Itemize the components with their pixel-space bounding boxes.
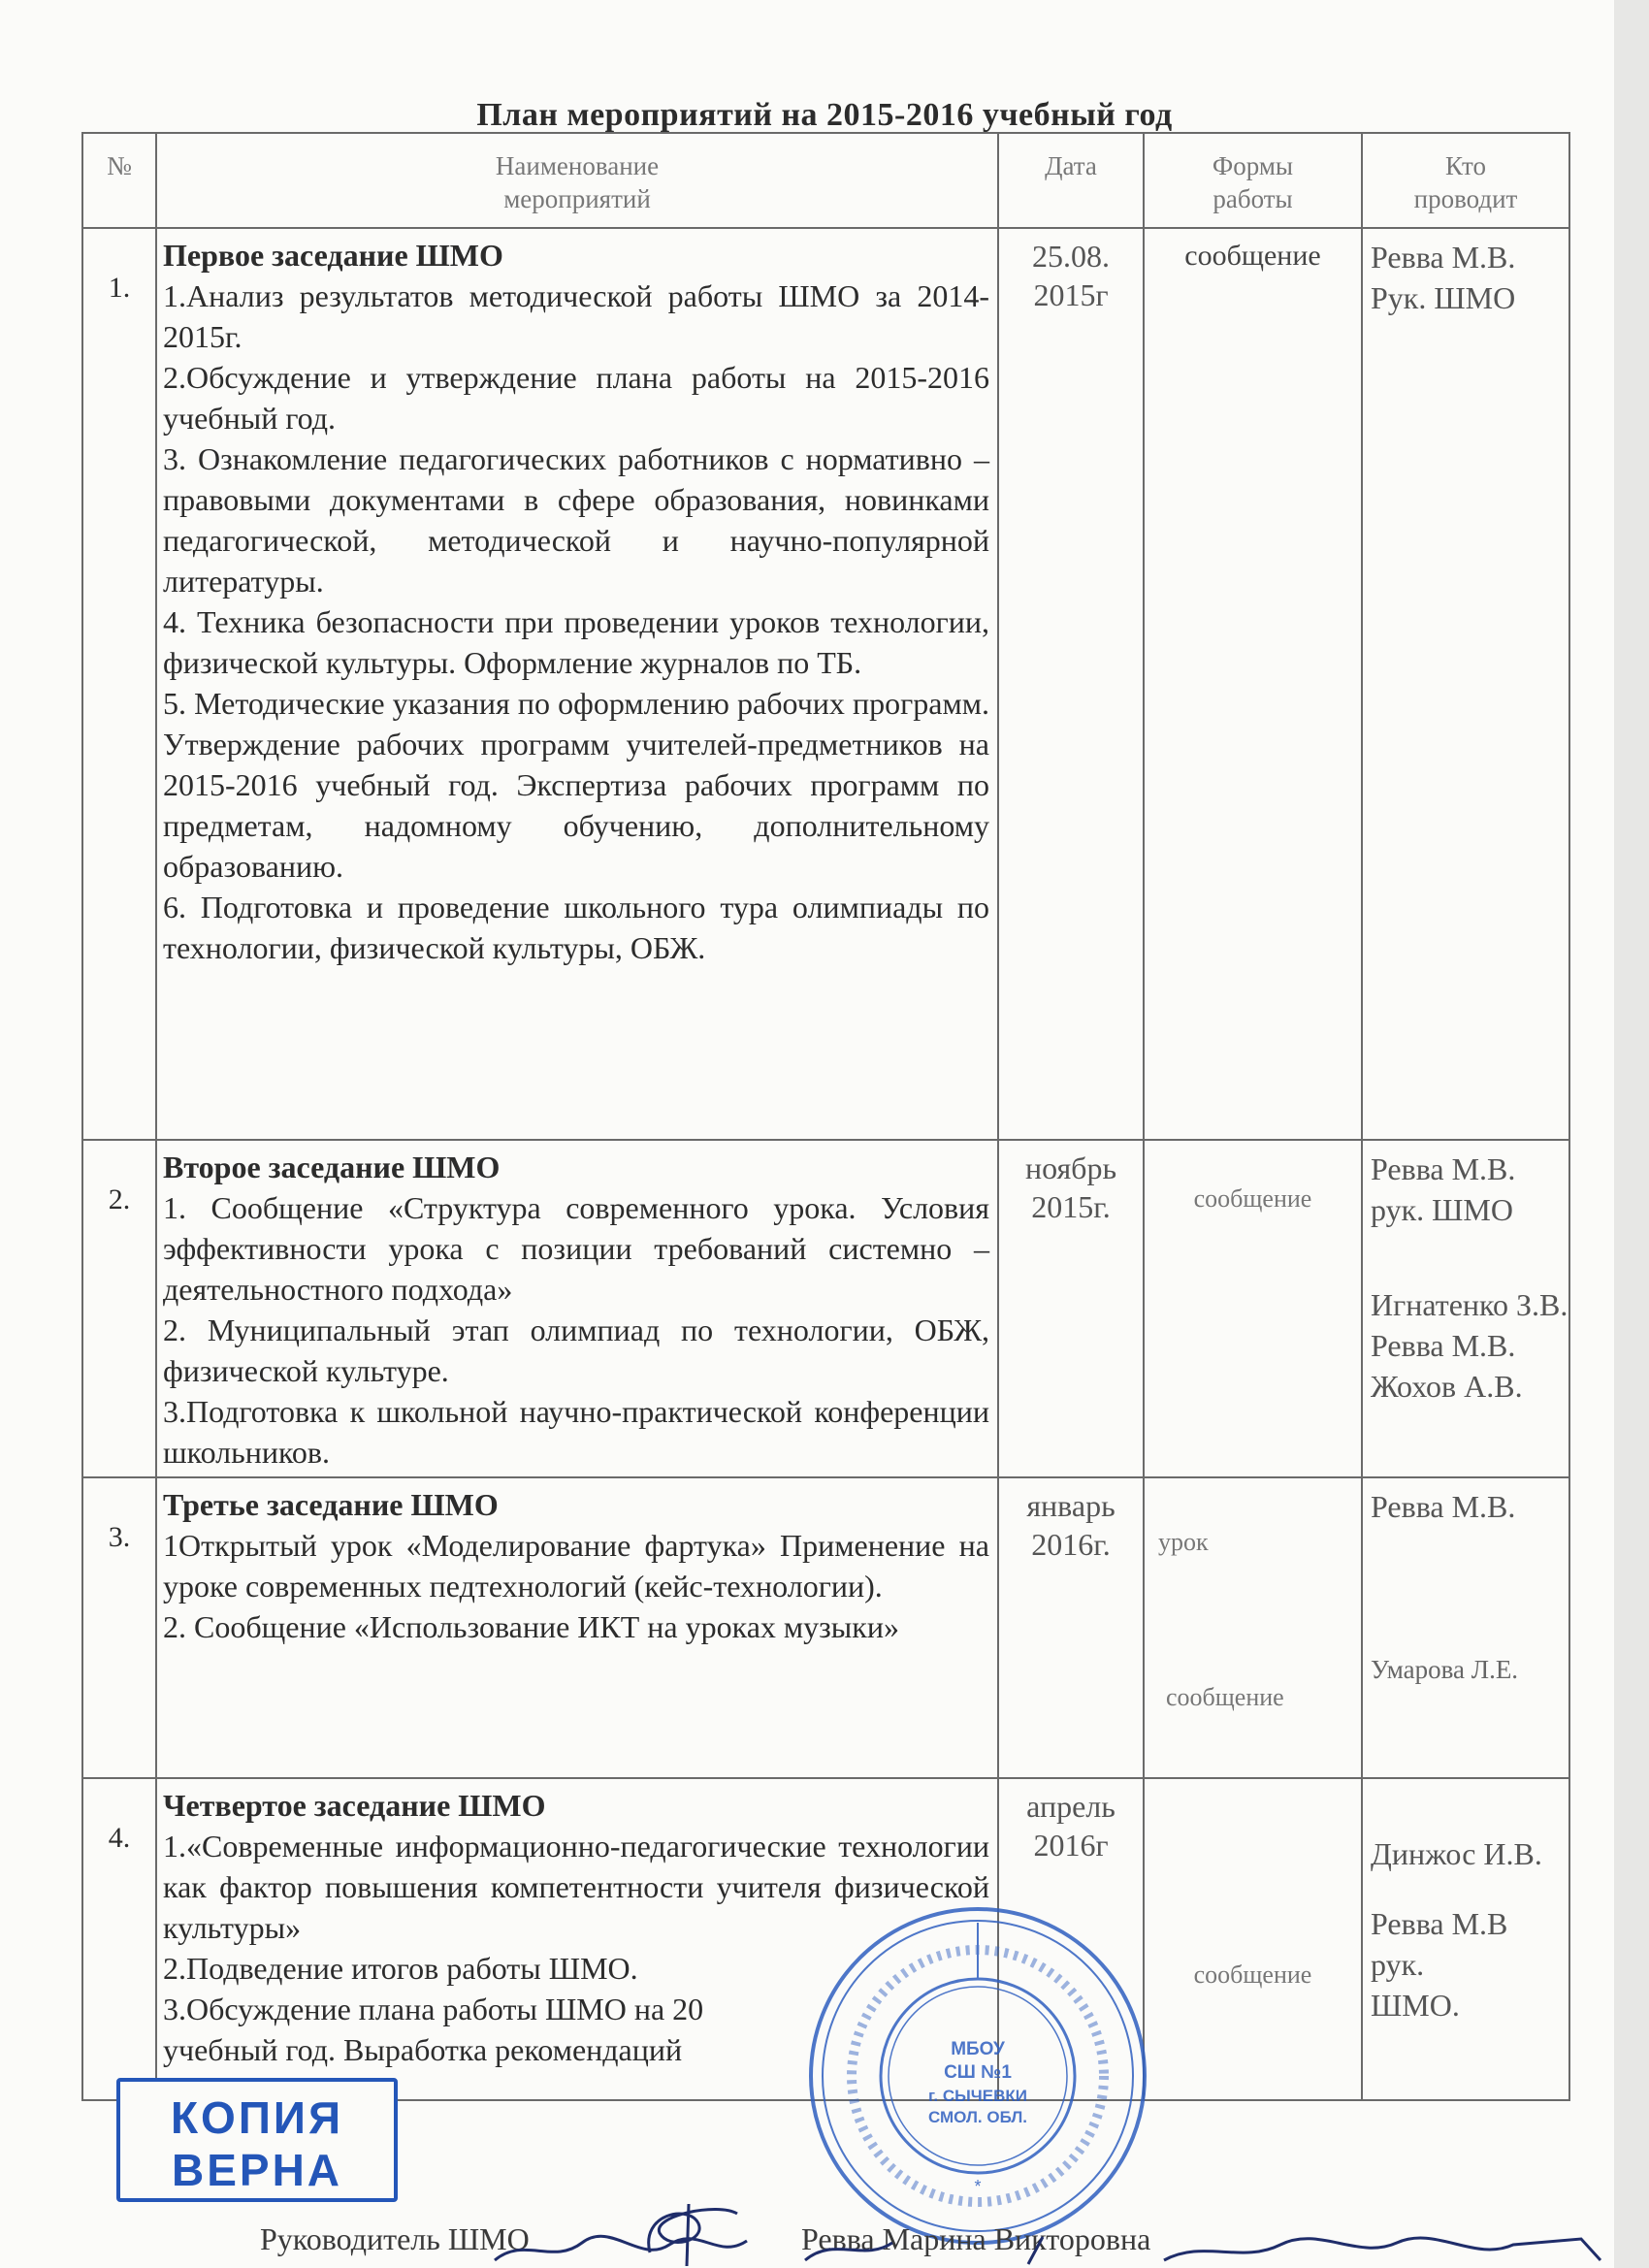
row-who: [1362, 1477, 1569, 1778]
header-name-line2: мероприятий: [503, 184, 651, 213]
form-text: сообщение: [1193, 1184, 1312, 1213]
row-name: [156, 1477, 998, 1778]
agenda-item: 2. Сообщение «Использование ИКТ на уроках музыки»: [163, 1609, 899, 1644]
scan-edge: [1614, 0, 1649, 2268]
header-who-line2: проводит: [1413, 184, 1518, 213]
director-signature-icon: [485, 2231, 1620, 2268]
row-num: 3.: [82, 1477, 156, 1778]
stamp-line2: ВЕРНА: [171, 2145, 343, 2195]
session-title: Четвертое заседание ШМО: [163, 1788, 546, 1823]
table-row: [82, 228, 1569, 1140]
who-line2: Рук. ШМО: [1371, 280, 1516, 315]
row-form: [1144, 1140, 1362, 1477]
header-date: Дата: [998, 133, 1144, 228]
leader-name: Ревва Марина Викторовна: [801, 2221, 1151, 2256]
table-header-row: [82, 133, 1569, 228]
header-num: №: [82, 133, 156, 228]
date-line1: ноябрь: [1024, 1150, 1117, 1185]
who-line1: Ревва М.В.: [1371, 240, 1516, 275]
date-line2: 2016г: [1033, 1828, 1109, 1863]
date-line1: 25.08.: [1032, 239, 1110, 274]
seal-line2: СШ №1: [944, 2062, 1012, 2083]
form-text-1: урок: [1158, 1528, 1209, 1556]
date-line2: 2015г: [1033, 277, 1109, 312]
who-line2: Ревва М.В: [1371, 1906, 1508, 1941]
seal-line1: МБОУ: [951, 2039, 1005, 2059]
agenda-item: 1.Анализ результатов методической работы ШМО за 2014-2015г.: [163, 278, 989, 354]
agenda-item: 3.Обсуждение плана работы ШМО на 20: [163, 1992, 704, 2026]
round-seal-icon: [803, 1901, 1152, 2251]
row-who: [1362, 1140, 1569, 1477]
form-text: сообщение: [1184, 240, 1321, 272]
who-line4: Ревва М.В.: [1371, 1328, 1516, 1363]
svg-text:*: *: [974, 2177, 982, 2196]
agenda-item: 3.Подготовка к школьной научно-практической конференции школьников.: [163, 1394, 989, 1470]
row-who: [1362, 1778, 1569, 2100]
header-form-line1: Формы: [1212, 151, 1294, 180]
header-who: [1362, 133, 1569, 228]
date-line2: 2016г.: [1031, 1527, 1111, 1562]
agenda-item: 2. Муниципальный этап олимпиад по технологии, ОБЖ, физической культуре.: [163, 1312, 989, 1388]
page-title: План мероприятий на 2015-2016 учебный год: [476, 97, 1173, 133]
agenda-item: 6. Подготовка и проведение школьного тура олимпиады по технологии, физической культуры, ОБЖ.: [163, 890, 989, 965]
agenda-item: учебный год. Выработка рекомендаций: [163, 2032, 683, 2067]
date-line2: 2015г.: [1031, 1189, 1111, 1224]
row-num: 4.: [82, 1778, 156, 2100]
plan-table: [81, 132, 1570, 2101]
header-form: [1144, 133, 1362, 228]
who-line5: Жохов А.В.: [1371, 1369, 1523, 1404]
seal-line3: г. СЫЧЕВКИ: [928, 2087, 1027, 2105]
agenda-item: 1.«Современные информационно-педагогические технологии как фактор повышения компетентности учителя физической культуры»: [163, 1829, 989, 1945]
who-line2: Умарова Л.Е.: [1371, 1655, 1519, 1684]
leader-label: Руководитель ШМО: [260, 2221, 530, 2256]
who-line1: Динжос И.В.: [1371, 1836, 1542, 1871]
date-line1: апрель: [1026, 1789, 1116, 1824]
agenda-item: 2.Подведение итогов работы ШМО.: [163, 1951, 638, 1986]
header-who-line1: Кто: [1445, 151, 1486, 180]
date-line1: январь: [1026, 1488, 1116, 1523]
row-form: [1144, 228, 1362, 1140]
row-num: 1.: [82, 228, 156, 1140]
header-form-line2: работы: [1212, 184, 1293, 213]
agenda-item: 1. Сообщение «Структура современного урока. Условия эффективности урока с позиции требований системно –деятельностного подхода»: [163, 1190, 989, 1307]
agenda-item: 4. Техника безопасности при проведении уроков технологии, физической культуры. Оформление журналов по ТБ.: [163, 604, 989, 680]
who-line3: рук.: [1371, 1947, 1425, 1982]
row-date: [998, 228, 1144, 1140]
seal-line4: СМОЛ. ОБЛ.: [927, 2108, 1028, 2126]
row-date: [998, 1477, 1144, 1778]
session-title: Первое заседание ШМО: [163, 238, 503, 273]
stamp-line1: КОПИЯ: [170, 2092, 344, 2143]
copy-verified-stamp: [116, 2078, 398, 2202]
session-title: Третье заседание ШМО: [163, 1487, 499, 1522]
row-form: [1144, 1778, 1362, 2100]
header-name-line1: Наименование: [495, 151, 660, 180]
agenda-item: 2.Обсуждение и утверждение плана работы на 2015-2016 учебный год.: [163, 360, 989, 436]
form-text: сообщение: [1193, 1960, 1312, 1989]
header-name: [156, 133, 998, 228]
row-form: [1144, 1477, 1362, 1778]
row-num: 2.: [82, 1140, 156, 1477]
who-line4: ШМО.: [1371, 1988, 1460, 2023]
who-line2: рук. ШМО: [1371, 1192, 1513, 1227]
agenda-item: 1Открытый урок «Моделирование фартука» Применение на уроке современных педтехнологий (кейс-технологии).: [163, 1528, 989, 1604]
table-row: [82, 1140, 1569, 1477]
session-title: Второе заседание ШМО: [163, 1150, 501, 1184]
who-line3: Игнатенко З.В.: [1371, 1287, 1568, 1322]
row-who: [1362, 228, 1569, 1140]
form-text-2: сообщение: [1166, 1683, 1284, 1711]
row-date: [998, 1140, 1144, 1477]
agenda-item: 5. Методические указания по оформлению рабочих программ. Утверждение рабочих программ учителей-предметников на 2015-2016 учебный год. Экспертиза рабочих программ по предметам, надомному обучению, дополнительному образованию.: [163, 686, 989, 884]
row-name: [156, 228, 998, 1140]
row-name: [156, 1140, 998, 1477]
who-line1: Ревва М.В.: [1371, 1151, 1516, 1186]
agenda-item: 3. Ознакомление педагогических работников с нормативно – правовыми документами в сфере образования, новинками педагогической, методической и научно-популярной литературы.: [163, 441, 989, 599]
table-row: [82, 1477, 1569, 1778]
who-line1: Ревва М.В.: [1371, 1489, 1516, 1524]
